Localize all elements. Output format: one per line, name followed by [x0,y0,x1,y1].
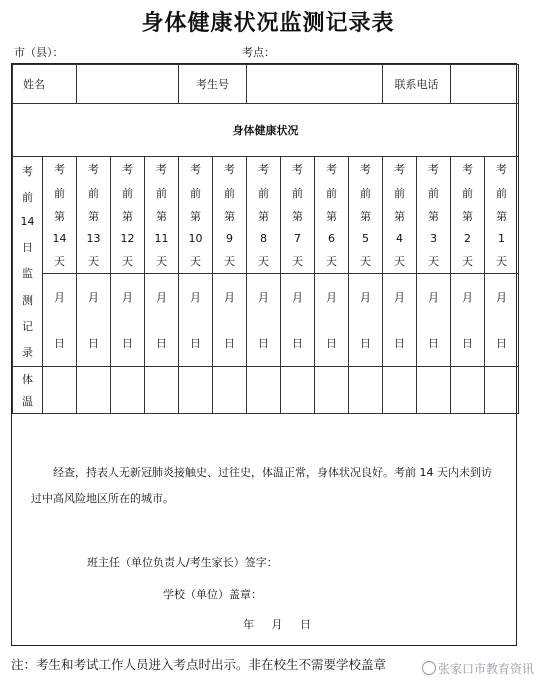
monitor-header-char: 录 [22,346,33,360]
record-table [12,64,519,414]
exam-site-label: 考点： [242,46,275,59]
name-label: 姓名 [13,65,77,104]
temperature-cell[interactable] [111,367,145,414]
monitor-header [13,157,43,367]
temperature-header: 体 温 [13,367,43,414]
temperature-cell[interactable] [383,367,417,414]
date-cell[interactable]: 月 日 [281,274,315,367]
temperature-row [13,367,519,414]
declaration-text: 经查，持表人无新冠肺炎接触史、过往史，体温正常，身体状况良好。考前 14 天内未到访过中高风险地区所在的城市。 [31,466,492,505]
info-row [13,65,519,104]
temperature-cell[interactable] [247,367,281,414]
day-header: 考 前 第 10 天 [179,157,213,274]
date-cell[interactable]: 月 日 [349,274,383,367]
school-seal-label: 学校（单位）盖章： [163,588,262,601]
day-header: 考 前 第 9 天 [213,157,247,274]
day-header: 考 前 第 4 天 [383,157,417,274]
temperature-cell[interactable] [43,367,77,414]
monitor-header-char: 前 [22,191,33,205]
date-cell[interactable]: 月 日 [213,274,247,367]
section-title: 身体健康状况 [13,104,519,157]
day-header: 考 前 第 8 天 [247,157,281,274]
watermark [422,660,534,677]
footer-note: 注：考生和考试工作人员进入考点时出示。非在校生不需要学校盖章 [11,657,387,672]
date-cell[interactable]: 月 日 [145,274,179,367]
date-cell[interactable]: 月 日 [485,274,519,367]
temperature-cell[interactable] [179,367,213,414]
city-label: 市（县）： [14,46,64,59]
day-header: 考 前 第 11 天 [145,157,179,274]
monitor-header-char: 日 [22,240,33,254]
day-header: 考 前 第 2 天 [451,157,485,274]
phone-field[interactable] [451,65,519,104]
days-row [13,157,519,274]
temperature-cell[interactable] [145,367,179,414]
page-title: 身体健康状况监测记录表 [141,11,395,36]
day-header: 考 前 第 3 天 [417,157,451,274]
day-header: 考 前 第 13 天 [77,157,111,274]
temperature-cell[interactable] [315,367,349,414]
phone-label: 联系电话 [383,65,451,104]
temperature-cell[interactable] [349,367,383,414]
name-field[interactable] [77,65,179,104]
date-label: 年 月 日 [243,618,311,631]
day-header: 考 前 第 7 天 [281,157,315,274]
exam-id-field[interactable] [247,65,383,104]
temperature-cell[interactable] [451,367,485,414]
day-header: 考 前 第 12 天 [111,157,145,274]
monitor-header-char: 考 [22,164,33,178]
date-cell[interactable]: 月 日 [247,274,281,367]
day-header: 考 前 第 14 天 [43,157,77,274]
temperature-cell[interactable] [281,367,315,414]
section-row [13,104,519,157]
day-header: 考 前 第 6 天 [315,157,349,274]
day-header: 考 前 第 5 天 [349,157,383,274]
monitor-header-char: 14 [20,215,35,229]
date-row [13,274,519,367]
monitor-header-char: 监 [22,267,33,281]
temperature-cell[interactable] [417,367,451,414]
watermark-text: 张家口市教育资讯 [437,662,534,676]
temperature-cell[interactable] [77,367,111,414]
temperature-cell[interactable] [213,367,247,414]
date-cell[interactable]: 月 日 [383,274,417,367]
date-cell[interactable]: 月 日 [417,274,451,367]
date-cell[interactable]: 月 日 [111,274,145,367]
wechat-icon [422,661,436,675]
date-cell[interactable]: 月 日 [43,274,77,367]
declaration-block [11,416,517,646]
temperature-cell[interactable] [485,367,519,414]
date-cell[interactable]: 月 日 [315,274,349,367]
day-header: 考 前 第 1 天 [485,157,519,274]
exam-id-label: 考生号 [179,65,247,104]
date-cell[interactable]: 月 日 [179,274,213,367]
monitor-header-char: 记 [22,319,33,333]
date-cell[interactable]: 月 日 [77,274,111,367]
date-cell[interactable]: 月 日 [451,274,485,367]
teacher-signature-label: 班主任（单位负责人/考生家长）签字： [87,556,278,569]
monitor-header-char: 测 [22,293,33,307]
